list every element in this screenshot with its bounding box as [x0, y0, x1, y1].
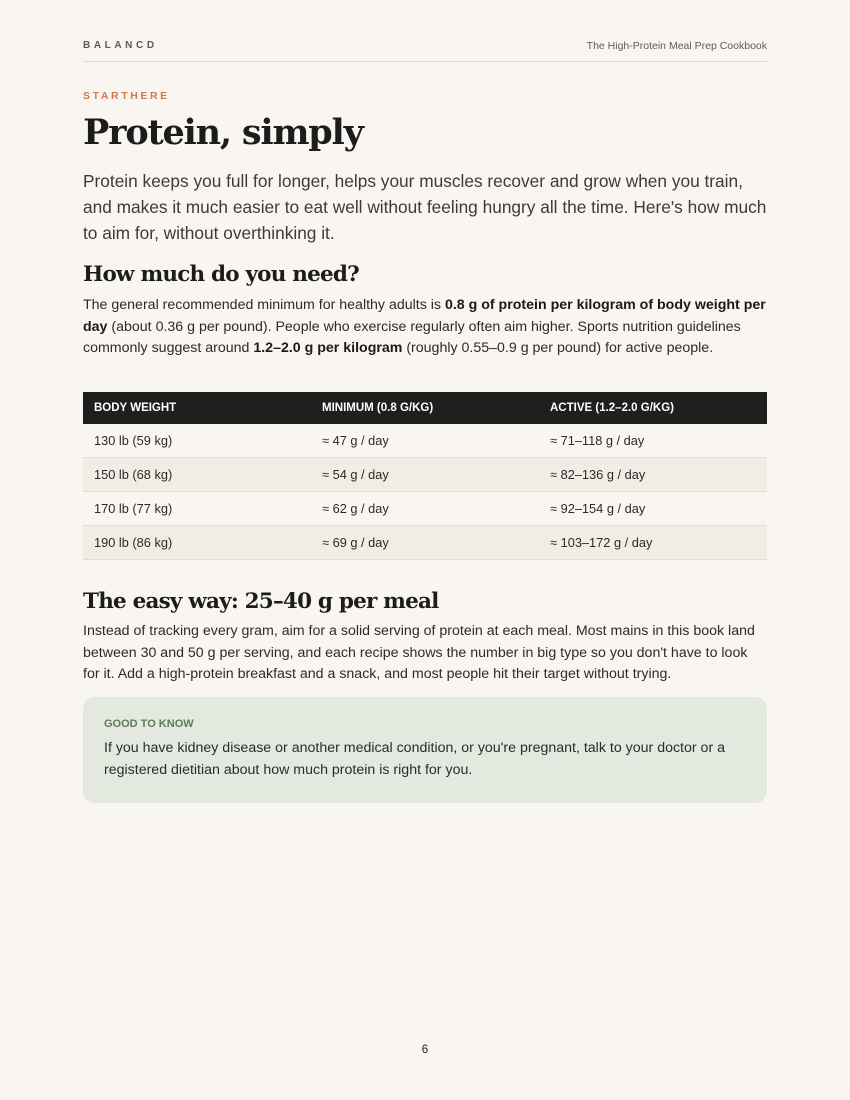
text-run: (about 0.36 g per pound). People who exercise regularly often aim higher. Sports nutrition guidelines commonly suggest around [83, 318, 741, 356]
table-header-row [83, 392, 767, 424]
table-cell: ≈ 103–172 g / day [539, 526, 767, 560]
table-row [83, 458, 767, 492]
text-run: (roughly 0.55–0.9 g per pound) for active people. [402, 340, 714, 356]
table-row [83, 424, 767, 458]
callout-label: GOOD TO KNOW [104, 718, 194, 730]
column-header-body-weight: BODY WEIGHT [83, 392, 311, 424]
page-number: 6 [421, 1044, 429, 1056]
brand-name: BALANCD [83, 40, 158, 51]
table-cell: 130 lb (59 kg) [83, 424, 311, 458]
table-cell: ≈ 69 g / day [311, 526, 539, 560]
lead-paragraph: Protein keeps you full for longer, helps your muscles recover and grow when you train, and makes it much easier to eat well without feeling hungry all the time. Here's how much to aim for, without overthinking it. [83, 171, 767, 243]
table-cell: 170 lb (77 kg) [83, 492, 311, 526]
table-cell: ≈ 82–136 g / day [539, 458, 767, 492]
easy-way-paragraph: Instead of tracking every gram, aim for a solid serving of protein at each meal. Most mains in this book land between 30 and 50 g per serving, and each recipe shows the number in big type so you don't have to look for it. Add a high-protein breakfast and a snack, and most people hit their target without trying. [83, 623, 755, 682]
section-heading-how-much: How much do you need? [83, 262, 359, 287]
bold-recommendation: 0.8 g of protein per kilogram of body weight per day [83, 297, 766, 335]
table-cell: ≈ 54 g / day [311, 458, 539, 492]
table-cell: ≈ 47 g / day [311, 424, 539, 458]
callout-text: If you have kidney disease or another medical condition, or you're pregnant, talk to your doctor or a registered dietitian about how much protein is right for you. [104, 740, 726, 778]
table-row [83, 526, 767, 560]
section-heading-easy-way: The easy way: 25–40 g per meal [83, 589, 439, 614]
column-header-active: ACTIVE (1.2–2.0 G/KG) [539, 392, 767, 424]
table-row [83, 492, 767, 526]
good-to-know-callout [83, 697, 767, 803]
bold-active-range: 1.2–2.0 g per kilogram [253, 340, 403, 356]
text-run: The general recommended minimum for healthy adults is [83, 297, 445, 313]
table-cell: 150 lb (68 kg) [83, 458, 311, 492]
table-cell: ≈ 92–154 g / day [539, 492, 767, 526]
section-eyebrow: STARTHERE [83, 90, 170, 102]
book-title: The High-Protein Meal Prep Cookbook [586, 40, 767, 52]
column-header-minimum: MINIMUM (0.8 G/KG) [311, 392, 539, 424]
table-cell: 190 lb (86 kg) [83, 526, 311, 560]
protein-table [83, 392, 767, 560]
page-title: Protein, simply [83, 112, 363, 153]
table-cell: ≈ 62 g / day [311, 492, 539, 526]
running-header [83, 40, 767, 62]
how-much-paragraph [83, 295, 767, 360]
table-cell: ≈ 71–118 g / day [539, 424, 767, 458]
